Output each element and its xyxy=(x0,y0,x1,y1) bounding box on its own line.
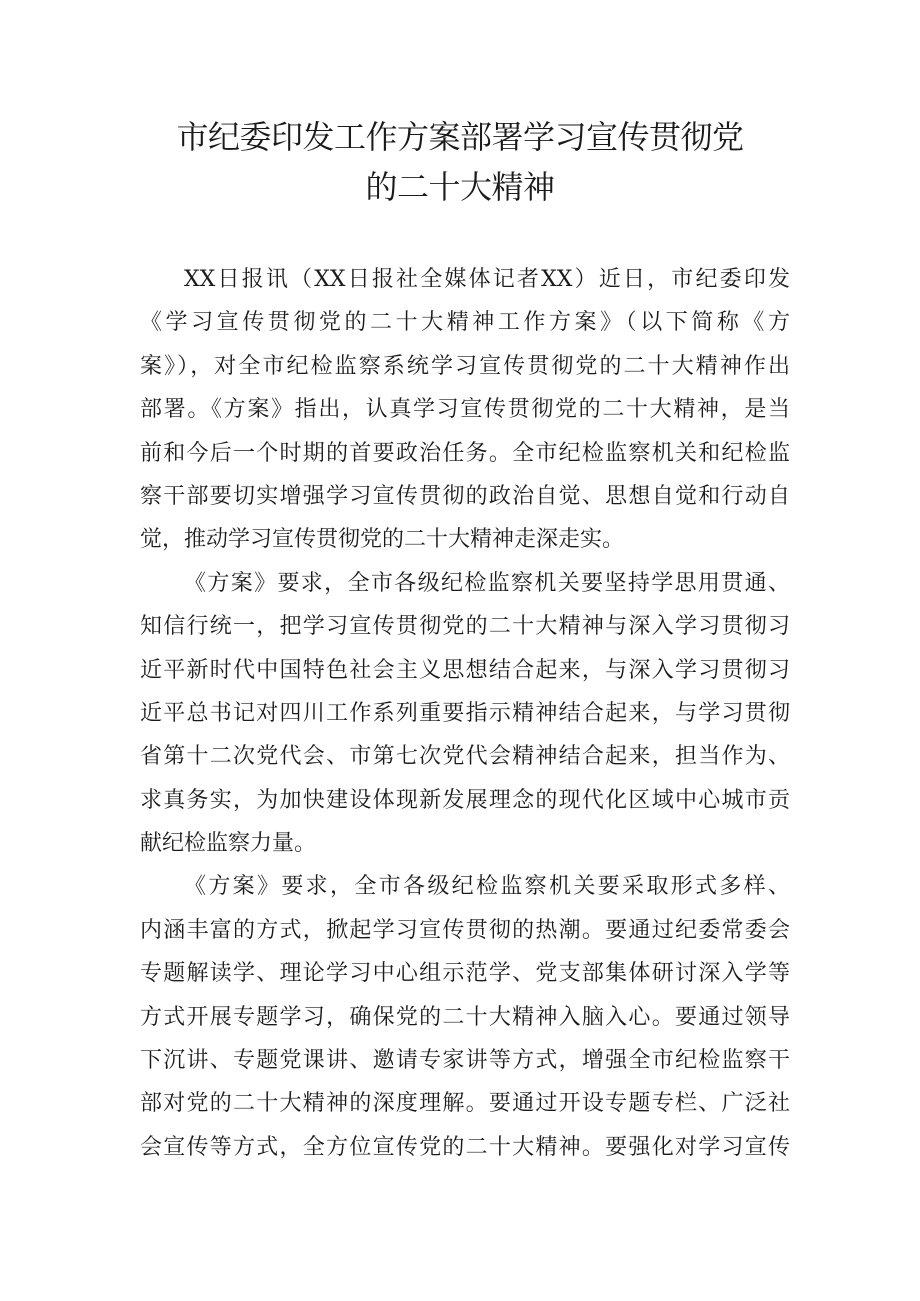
paragraph-2 xyxy=(140,562,790,866)
paragraph-line: XX日报讯（XX日报社全媒体记者XX）近日，市纪委印发 xyxy=(184,267,790,292)
document-title xyxy=(120,112,800,212)
paragraph-line: 近平总书记对四川工作系列重要指示精神结合起来，与学习贯彻 xyxy=(140,700,790,726)
paragraph-line: 省第十二次党代会、市第七次党代会精神结合起来，担当作为、 xyxy=(140,744,790,770)
paragraph-line: 下沉讲、专题党课讲、邀请专家讲等方式，增强全市纪检监察干 xyxy=(140,1048,790,1074)
paragraph-line: 《学习宣传贯彻党的二十大精神工作方案》（以下简称《方 xyxy=(140,310,790,336)
paragraph-line: 求真务实，为加快建设体现新发展理念的现代化区域中心城市贡 xyxy=(140,787,790,813)
paragraph-line: 部署。《方案》指出，认真学习宣传贯彻党的二十大精神，是当 xyxy=(140,397,790,423)
paragraph-line: 《方案》要求，全市各级纪检监察机关要坚持学思用贯通、 xyxy=(184,570,790,596)
paragraph-line: 案》），对全市纪检监察系统学习宣传贯彻党的二十大精神作出 xyxy=(140,353,790,379)
document-body xyxy=(140,258,790,1169)
paragraph-line: 会宣传等方式，全方位宣传党的二十大精神。要强化对学习宣传 xyxy=(140,1134,790,1160)
paragraph-line: 专题解读学、理论学习中心组示范学、党支部集体研讨深入学等 xyxy=(140,961,790,987)
paragraph-1 xyxy=(140,258,790,562)
title-line-1: 市纪委印发工作方案部署学习宣传贯彻党 xyxy=(176,118,744,156)
paragraph-line: 部对党的二十大精神的深度理解。要通过开设专题专栏、广泛社 xyxy=(140,1091,790,1117)
paragraph-line: 知信行统一，把学习宣传贯彻党的二十大精神与深入学习贯彻习 xyxy=(140,614,790,640)
paragraph-line: 《方案》要求，全市各级纪检监察机关要采取形式多样、 xyxy=(184,874,790,900)
title-line-2: 的二十大精神 xyxy=(365,168,555,206)
paragraph-line: 觉，推动学习宣传贯彻党的二十大精神走深走实。 xyxy=(140,527,625,553)
paragraph-3 xyxy=(140,865,790,1169)
paragraph-line: 近平新时代中国特色社会主义思想结合起来，与深入学习贯彻习 xyxy=(140,657,790,683)
paragraph-line: 方式开展专题学习，确保党的二十大精神入脑入心。要通过领导 xyxy=(140,1004,790,1030)
paragraph-line: 察干部要切实增强学习宣传贯彻的政治自觉、思想自觉和行动自 xyxy=(140,483,790,509)
paragraph-line: 献纪检监察力量。 xyxy=(140,831,317,857)
paragraph-line: 前和今后一个时期的首要政治任务。全市纪检监察机关和纪检监 xyxy=(140,440,790,466)
paragraph-line: 内涵丰富的方式，掀起学习宣传贯彻的热潮。要通过纪委常委会 xyxy=(140,917,790,943)
